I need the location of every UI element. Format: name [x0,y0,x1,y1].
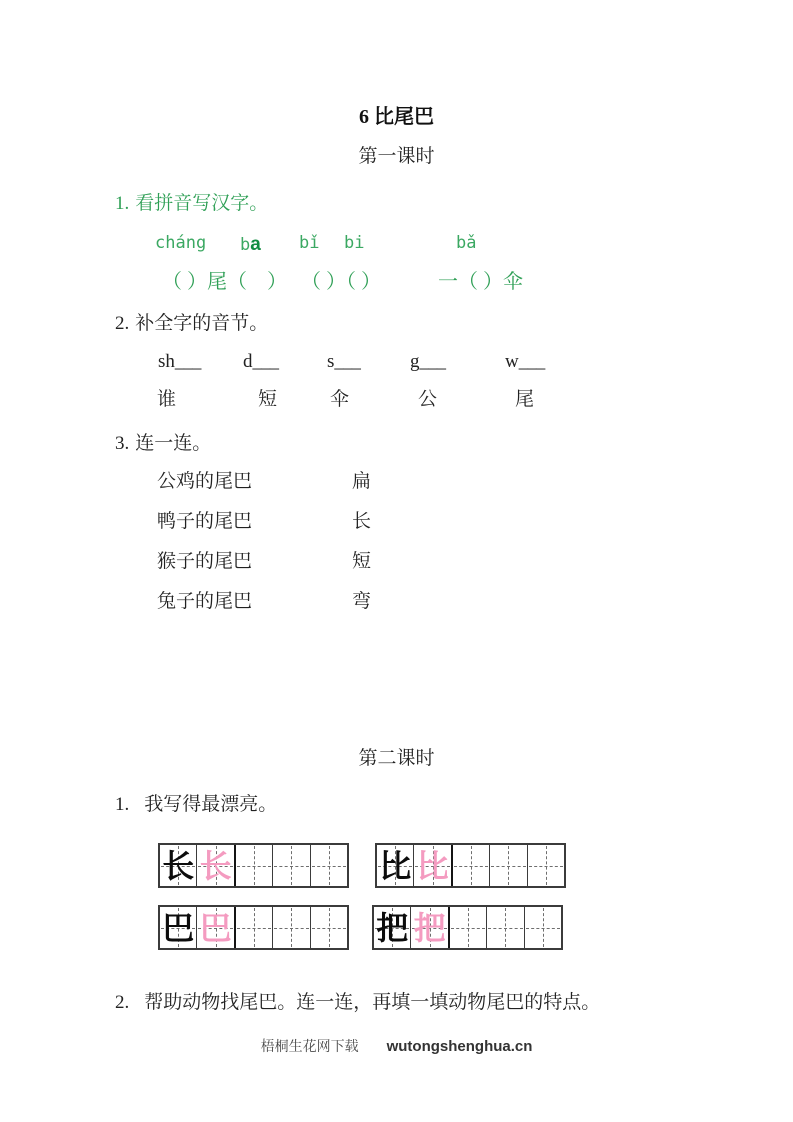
match-row [0,471,793,495]
onset-d: d___ [243,351,278,372]
grid-cell-empty [234,845,272,886]
question-3-number: 3. [115,433,130,454]
char-wei: 尾 [515,389,535,410]
question-1-number: 1. [115,193,130,214]
answer-blank-bibi: （ ）（ ） [301,271,381,293]
match-right-flat: 扁 [352,471,372,492]
trace-character: 把 [413,909,446,946]
answer-blank-san: 一（ ）伞 [438,271,523,293]
match-right-short: 短 [352,551,372,572]
match-row [0,551,793,575]
question-2-heading [115,313,268,335]
grid-cell [160,907,196,948]
pinyin-bi3: bǐ [299,233,320,253]
match-right-bent: 弯 [352,591,372,612]
fill-blank: ___ [518,351,545,372]
session2-question-1-heading [115,794,277,816]
pinyin-ba [240,234,261,256]
footer-site-url: wutongshenghua.cn [386,1038,533,1055]
trace-character: 长 [199,847,232,884]
session2-question-2-heading [115,992,600,1014]
stroke-grid-ba2 [372,905,563,950]
question-2-number: 2. [115,313,130,334]
match-left-rooster: 公鸡的尾巴 [157,471,253,492]
fill-blank: ___ [419,351,445,372]
grid-cell-empty [272,845,309,886]
match-left-monkey: 猴子的尾巴 [157,551,253,572]
footer-site-name: 梧桐生花网下载 [260,1040,359,1055]
pinyin-ba-b: b [240,235,251,255]
grid-cell-empty [310,907,347,948]
grid-cell-empty [527,845,564,886]
match-left-duck: 鸭子的尾巴 [157,511,253,532]
question-3-heading [115,433,211,455]
fill-blank: ___ [252,351,278,372]
footer [0,1038,793,1056]
grid-cell [196,845,233,886]
onset-g: g___ [410,351,445,372]
question-1-label: 看拼音写汉字。 [135,193,269,214]
char-shei: 谁 [157,389,177,410]
stroke-grid-chang [158,843,349,888]
match-right-long: 长 [352,511,372,532]
grid-cell [377,845,413,886]
session2-question-2-label: 帮助动物找尾巴。连一连，再填一填动物尾巴的特点。 [144,992,601,1013]
model-character: 巴 [162,909,195,946]
stroke-grid-bi [375,843,566,888]
model-character: 比 [379,847,412,884]
question-1-heading [115,193,268,215]
syllable-onset-row [0,351,793,375]
match-left-rabbit: 兔子的尾巴 [157,591,253,612]
grid-cell-empty [310,845,347,886]
pinyin-bi: bi [344,233,365,253]
grid-cell [413,845,450,886]
fill-blank: ___ [174,351,201,372]
grid-cell-empty [272,907,309,948]
session2-question-1-number: 1. [115,794,130,815]
grid-cell [196,907,233,948]
match-row [0,511,793,535]
pinyin-chang: cháng [155,233,207,253]
pinyin-row [0,234,793,256]
onset-w: w___ [505,351,545,372]
grid-cell-empty [451,845,489,886]
question-2-label: 补全字的音节。 [135,313,269,334]
grid-cell [160,845,196,886]
onset-sh: sh___ [158,351,201,372]
fill-blank: ___ [334,351,360,372]
grid-cell [410,907,447,948]
grid-cell-empty [234,907,272,948]
pinyin-ba3: bǎ [456,233,477,253]
session2-question-2-number: 2. [115,992,130,1013]
trace-character: 比 [416,847,449,884]
grid-cell-empty [448,907,486,948]
answer-blanks-row [0,271,793,295]
match-row [0,591,793,615]
session-2-heading: 第二课时 [358,748,435,769]
grid-cell [374,907,410,948]
char-san: 伞 [330,389,350,410]
model-character: 长 [162,847,195,884]
stroke-grid-ba [158,905,349,950]
char-gong: 公 [418,389,438,410]
model-character: 把 [376,909,409,946]
session-1-heading: 第一课时 [358,146,435,167]
pinyin-ba-a: a [250,234,261,255]
trace-character: 巴 [199,909,232,946]
session2-question-1-label: 我写得最漂亮。 [144,794,278,815]
answer-blank-wei: （ ）尾（ ） [162,271,287,293]
grid-cell-empty [524,907,561,948]
syllable-character-row [0,389,793,413]
char-duan: 短 [258,389,278,410]
lesson-title: 6 比尾巴 [359,106,434,128]
grid-cell-empty [486,907,523,948]
question-3-label: 连一连。 [135,433,212,454]
onset-s: s___ [327,351,360,372]
grid-cell-empty [489,845,526,886]
